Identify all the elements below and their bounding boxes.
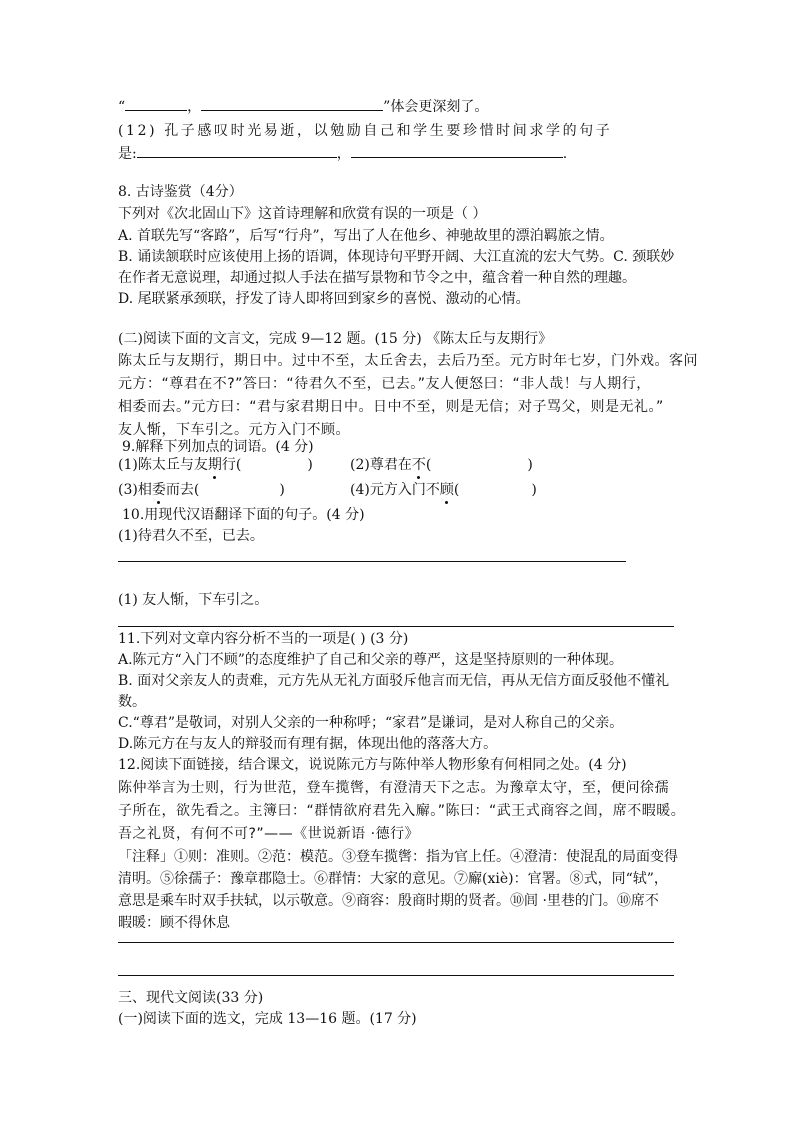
answer-blank[interactable] [137,143,337,158]
q12-passage-line: 陈仲举言为士则，行为世范，登车揽辔，有澄清天下之志。为豫章太守，至，便问徐孺 [118,780,669,796]
passage-line: 相委而去。”元方曰：“君与家君期日中。日中不至，则是无信；对子骂父，则是无礼。” [118,399,664,415]
dotted-char: 不 [411,457,426,473]
dotted-char: 顾 [439,482,454,498]
q8-title: 8. 古诗鉴赏（4分） [118,184,243,200]
q12-passage-line: 子所在，欲先看之。主簿曰：“群情欲府君先入廨。”陈曰：“武王式商容之闾，席不暇暖。 [118,803,686,819]
q9-item-4: (4)元方入门不顾( ) [350,482,537,498]
passage-line: 元方：“尊君在不?”答曰：“待君久不至，已去。”友人便怒曰：“非人哉！与人期行， [118,376,651,392]
section3-subheader: (一)阅读下面的选文，完成 13—16 题。(17 分) [118,1011,417,1027]
answer-line[interactable] [118,626,674,627]
fill-text: ”体会更深刻了。 [383,99,489,115]
section2-header: (二)阅读下面的文言文，完成 9—12 题。(15 分) 《陈太丘与友期行》 [118,331,553,347]
q11-option: D.陈元方在与友人的辩驳而有理有据，体现出他的落落大方。 [118,736,498,752]
q9-item-3: (3)相委而去( ) [118,482,285,498]
answer-blank[interactable] [241,455,307,469]
q12-passage-line: 吾之礼贤，有何不可?”——《世说新语 ·德行》 [118,826,420,842]
answer-blank[interactable] [431,455,527,469]
q11-option: B. 面对父亲友人的责难，元方先从无礼方面驳斥他言而无信，再从无信方面反驳他不懂礼 [118,673,670,689]
answer-blank[interactable] [199,480,279,494]
q11-option: A.陈元方“入门不顾”的态度维护了自己和父亲的尊严，这是坚持原则的一种体现。 [118,652,623,668]
passage-line: 友人惭，下车引之。元方入门不顾。 [118,422,350,438]
q12-note-line: 暇暖：顾不得休息 [118,915,230,931]
q11-option: 数。 [118,694,146,710]
answer-blank[interactable] [351,143,563,158]
answer-line[interactable] [118,975,674,976]
answer-blank[interactable] [201,96,383,111]
dotted-char: 期 [207,457,222,473]
dotted-char: 委 [151,482,166,498]
q8-option: A. 首联先写“客路”，后写“行舟”，写出了人在他乡、神驰故里的漂泊羁旅之情。 [118,228,614,244]
q12-fill-line: 是: ， . [118,143,567,164]
q9-item-1: (1)陈太丘与友期行( ) [118,457,313,473]
q8-option: D. 尾联紧承颈联，抒发了诗人即将回到家乡的喜悦、激动的心情。 [118,291,530,307]
passage-line: 陈太丘与友期行，期日中。过中不至，太丘舍去，去后乃至。元方时年七岁，门外戏。客问 [118,353,698,369]
section3-header: 三、现代文阅读(33 分) [118,990,264,1006]
q12-stem: 12.阅读下面链接，结合课文，说说陈元方与陈仲举人物形象有何相同之处。(4 分) [118,757,627,773]
q8-option: 在作者无意说理，却通过拟人手法在描写景物和节令之中，蕴含着一种自然的理趣。 [118,270,636,286]
q12-note-line: 意思是乘车时双手扶轼，以示敬意。⑨商容：殷商时期的贤者。⑩闾 ·里巷的门。⑩席不 [118,893,659,909]
q9-title: 9.解释下列加点的词语。(4 分) [122,439,314,455]
q12-fill-prefix: (12) 孔子感叹时光易逝，以勉励自己和学生要珍惜时间求学的句子 [118,123,613,139]
q9-item-2: (2)尊君在不( ) [350,457,533,473]
q8-stem: 下列对《次北固山下》这首诗理解和欣赏有误的一项是（ ） [118,206,487,222]
answer-blank[interactable] [459,480,531,494]
answer-blank[interactable] [125,96,187,111]
q10-title: 10.用现代汉语翻译下面的句子。(4 分) [122,507,365,523]
q11-fill-line: “ ， ”体会更深刻了。 [118,96,488,117]
answer-line[interactable] [118,561,626,562]
q11-option: C.“尊君”是敬词，对别人父亲的一种称呼；“家君”是谦词，是对人称自己的父亲。 [118,715,624,731]
q8-option: B. 诵读颔联时应该使用上扬的语调，体现诗句平野开阔、大江直流的宏大气势。C. 颈联妙 [118,249,675,265]
q11-stem: 11.下列对文章内容分析不当的一项是( ) (3 分) [118,631,409,647]
q10-sentence-1: (1)待君久不至，已去。 [118,528,264,544]
q12-note-line: 清明。⑤徐孺子：豫章郡隐士。⑥群情：大家的意见。⑦廨(xiè)：官署。⑧式，同“轼”， [118,871,668,887]
q12-note-line: 「注释」①则：准则。②范：模范。③登车揽辔：指为官上任。④澄清：使混乱的局面变得 [118,849,678,865]
q10-sentence-2: (1) 友人惭，下车引之。 [118,592,269,608]
answer-line[interactable] [118,942,674,943]
